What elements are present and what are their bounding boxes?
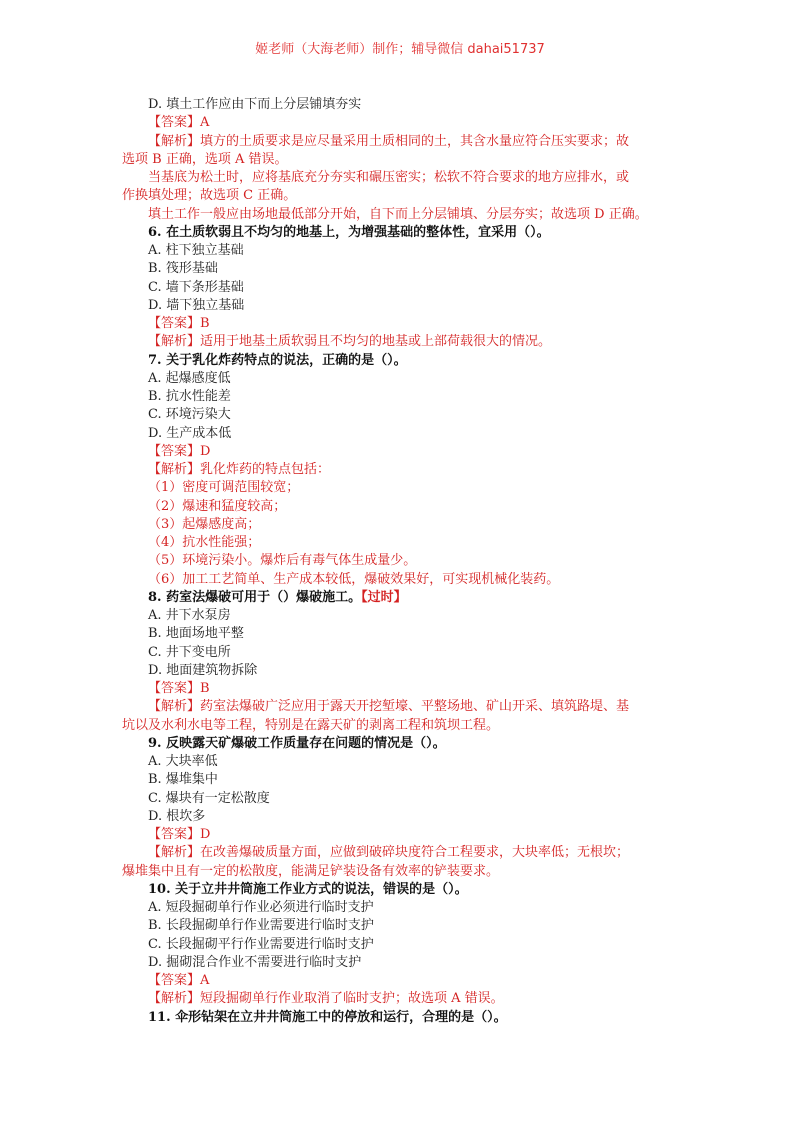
answer-key [122, 972, 682, 990]
answer-option [122, 936, 682, 954]
question-stem-text: 11. 伞形钻架在立井井筒施工中的停放和运行，合理的是（）。 [148, 1009, 507, 1025]
question-stem [122, 589, 682, 607]
explanation-line-text: 坑以及水利水电等工程，特别是在露天矿的剥离工程和筑坝工程。 [122, 717, 500, 733]
answer-key-text: 【答案】D [148, 443, 211, 459]
explanation-line-text: （1）密度可调范围较宽； [148, 480, 300, 496]
question-stem-text: 6. 在土质软弱且不均匀的地基上，为增强基础的整体性，宜采用（）。 [148, 224, 550, 240]
explanation-line-text: （6）加工工艺简单、生产成本较低，爆破效果好，可实现机械化装药。 [148, 571, 560, 587]
answer-option-text: C. 爆块有一定松散度 [148, 790, 270, 806]
answer-option-text: A. 井下水泵房 [148, 608, 231, 623]
explanation-line [122, 498, 682, 516]
question-stem-text: 7. 关于乳化炸药特点的说法，正确的是（）。 [148, 352, 407, 368]
answer-option-text: A. 大块率低 [148, 754, 218, 769]
explanation-line-text: （3）起爆感度高； [148, 516, 261, 532]
explanation-text: 【解析】乳化炸药的特点包括： [148, 462, 331, 477]
answer-key-text: 【答案】D [148, 827, 211, 842]
question-stem [122, 1009, 682, 1027]
answer-key [122, 680, 682, 698]
answer-option [122, 899, 682, 917]
answer-key [122, 443, 682, 461]
answer-option [122, 607, 682, 625]
answer-key-text: 【答案】A [148, 115, 210, 131]
question-stem-text: 10. 关于立井井筒施工作业方式的说法，错误的是（）。 [148, 881, 468, 897]
explanation-line [122, 571, 682, 589]
answer-option-text: D. 地面建筑物拆除 [148, 662, 258, 678]
answer-option-text: A. 柱下独立基础 [148, 243, 244, 258]
answer-option-text: C. 长段掘砌平行作业需要进行临时支护 [148, 936, 374, 952]
explanation-text: 【解析】药室法爆破广泛应用于露天开挖堑壕、平整场地、矿山开采、填筑路堤、基 [148, 699, 630, 715]
answer-option [122, 917, 682, 935]
explanation-line-text: （4）抗水性能强； [148, 535, 261, 550]
answer-option [122, 388, 682, 406]
page-header: 姬老师（大海老师）制作；辅导微信 dahai51737 [255, 42, 545, 57]
answer-option-text: D. 墙下独立基础 [148, 297, 245, 313]
explanation [122, 333, 682, 351]
explanation-line [122, 151, 682, 169]
answer-key-text: 【答案】A [148, 973, 210, 988]
answer-option [122, 297, 682, 315]
answer-option [122, 96, 682, 114]
document-body [122, 96, 682, 1027]
explanation-line-text: 填土工作一般应由场地最低部分开始，自下而上分层铺填、分层夯实；故选项 D 正确。 [148, 206, 648, 222]
explanation-line-text: 爆堆集中且有一定的松散度，能满足铲装设备有效率的铲装要求。 [122, 863, 500, 879]
question-stem [122, 735, 682, 753]
explanation-text: 【解析】短段掘砌单行作业取消了临时支护；故选项 A 错误。 [148, 991, 504, 1007]
explanation-text: 【解析】适用于地基土质软弱且不均匀的地基或上部荷载很大的情况。 [148, 334, 552, 350]
answer-option [122, 644, 682, 662]
explanation-line [122, 206, 682, 224]
answer-option [122, 753, 682, 771]
answer-option [122, 242, 682, 260]
question-stem [122, 224, 682, 242]
answer-option-text: B. 地面场地平整 [148, 626, 244, 642]
explanation-line-text: （5）环境污染小。爆炸后有毒气体生成量少。 [148, 553, 417, 569]
answer-option-text: B. 长段掘砌单行作业需要进行临时支护 [148, 918, 374, 934]
answer-option-text: A. 短段掘砌单行作业必须进行临时支护 [148, 900, 374, 915]
question-stem-text: 8. 药室法爆破可用于（）爆破施工。 [148, 589, 362, 605]
explanation-line [122, 552, 682, 570]
explanation-line-text: （2）爆速和猛度较高； [148, 498, 287, 514]
answer-key [122, 114, 682, 132]
explanation-line [122, 479, 682, 497]
answer-option [122, 625, 682, 643]
explanation-line [122, 717, 682, 735]
answer-option-text: C. 井下变电所 [148, 644, 231, 660]
answer-option-text: D. 根坎多 [148, 808, 206, 824]
answer-option [122, 771, 682, 789]
answer-option [122, 808, 682, 826]
answer-key [122, 315, 682, 333]
explanation-line [122, 516, 682, 534]
explanation-line [122, 863, 682, 881]
answer-option-text: D. 填土工作应由下而上分层铺填夯实 [148, 97, 362, 112]
answer-option-text: C. 墙下条形基础 [148, 279, 244, 295]
explanation-line [122, 169, 682, 187]
answer-key-text: 【答案】B [148, 681, 210, 696]
answer-option [122, 406, 682, 424]
answer-option [122, 662, 682, 680]
answer-key [122, 826, 682, 844]
answer-option [122, 954, 682, 972]
answer-option-text: C. 环境污染大 [148, 407, 231, 423]
answer-option [122, 260, 682, 278]
question-stem [122, 352, 682, 370]
explanation [122, 461, 682, 479]
answer-option [122, 790, 682, 808]
answer-option-text: B. 抗水性能差 [148, 389, 231, 404]
outdated-tag: 【过时】 [361, 589, 407, 605]
question-stem [122, 881, 682, 899]
question-stem-text: 9. 反映露天矿爆破工作质量存在问题的情况是（）。 [148, 735, 446, 751]
answer-option-text: A. 起爆感度低 [148, 370, 231, 386]
explanation-text: 【解析】填方的土质要求是应尽量采用土质相同的土，其含水量应符合压实要求；故 [148, 133, 630, 149]
answer-key-text: 【答案】B [148, 316, 210, 331]
explanation-line-text: 当基底为松土时，应将基底充分夯实和碾压密实；松软不符合要求的地方应排水，或 [148, 170, 630, 185]
answer-option [122, 425, 682, 443]
explanation-line [122, 187, 682, 205]
answer-option-text: D. 掘砌混合作业不需要进行临时支护 [148, 954, 362, 970]
explanation [122, 844, 682, 862]
answer-option [122, 279, 682, 297]
answer-option-text: D. 生产成本低 [148, 425, 232, 441]
answer-option [122, 370, 682, 388]
answer-option-text: B. 爆堆集中 [148, 772, 218, 788]
explanation-line-text: 选项 B 正确，选项 A 错误。 [122, 151, 288, 167]
explanation [122, 133, 682, 151]
answer-option-text: B. 筏形基础 [148, 261, 218, 277]
explanation-line-text: 作换填处理；故选项 C 正确。 [122, 188, 297, 204]
explanation [122, 990, 682, 1008]
explanation [122, 698, 682, 716]
explanation-line [122, 534, 682, 552]
explanation-text: 【解析】在改善爆破质量方面，应做到破碎块度符合工程要求，大块率低；无根坎； [148, 845, 630, 861]
